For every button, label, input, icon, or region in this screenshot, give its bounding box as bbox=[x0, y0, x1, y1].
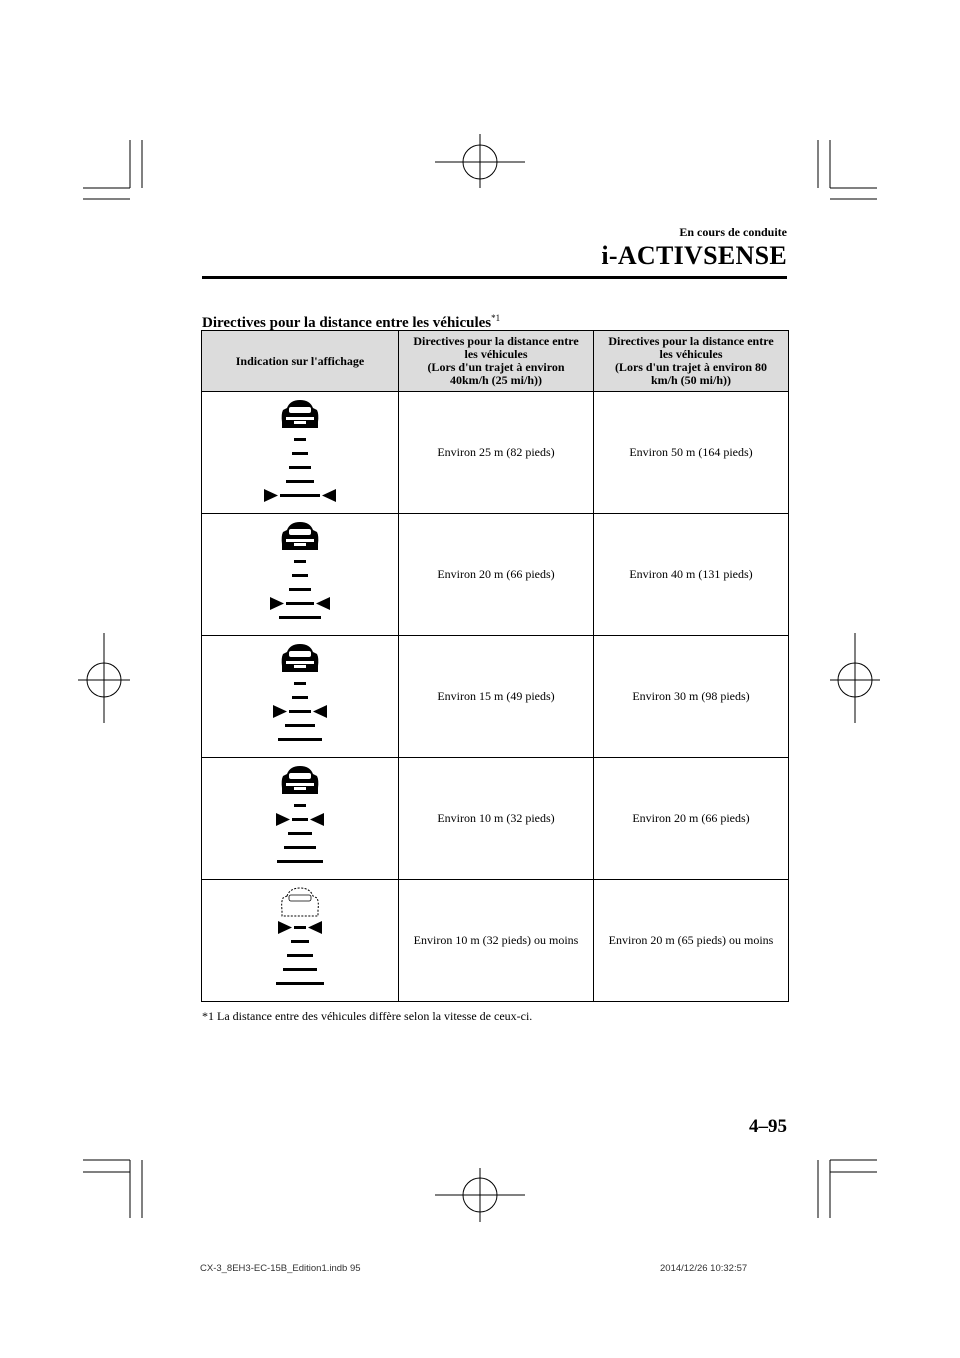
distance-40kmh: Environ 20 m (66 pieds) bbox=[399, 514, 594, 636]
left-marker-arrow bbox=[270, 597, 284, 610]
distance-bar bbox=[285, 724, 315, 727]
distance-bar bbox=[294, 682, 306, 685]
col2-line1: Directives pour la distance entre bbox=[413, 334, 579, 348]
running-header-chapter: i-ACTIVSENSE bbox=[601, 241, 787, 270]
distance-80kmh: Environ 40 m (131 pieds) bbox=[594, 514, 789, 636]
distance-guideline-table bbox=[201, 330, 789, 1002]
footnote: *1 La distance entre des véhicules diffère selon la vitesse de ceux-ci. bbox=[202, 1009, 533, 1023]
distance-bars-icon bbox=[245, 764, 355, 874]
car-icon bbox=[282, 522, 319, 550]
distance-bar bbox=[289, 588, 311, 591]
col-header-40kmh bbox=[399, 331, 594, 392]
distance-bars-icon bbox=[245, 398, 355, 508]
imprint-timestamp: 2014/12/26 10:32:57 bbox=[660, 1263, 748, 1274]
title-footnote-ref: *1 bbox=[491, 313, 501, 323]
distance-bar bbox=[292, 452, 308, 455]
page-number: 4–95 bbox=[749, 1116, 787, 1137]
table-row bbox=[202, 514, 789, 636]
left-marker-arrow bbox=[273, 705, 287, 718]
distance-bar bbox=[291, 940, 309, 943]
distance-40kmh: Environ 10 m (32 pieds) ou moins bbox=[399, 880, 594, 1002]
car-icon bbox=[282, 888, 319, 916]
distance-bar bbox=[289, 710, 311, 713]
distance-indicator-level-2 bbox=[202, 758, 399, 880]
distance-bar bbox=[292, 574, 308, 577]
col2-line2: les véhicules bbox=[464, 347, 528, 361]
right-marker-arrow bbox=[316, 597, 330, 610]
distance-bar bbox=[286, 480, 314, 483]
distance-bar bbox=[278, 738, 322, 741]
left-marker-arrow bbox=[276, 813, 290, 826]
col3-line3: (Lors d'un trajet à environ 80 bbox=[614, 360, 768, 374]
distance-bar bbox=[288, 832, 312, 835]
distance-bar bbox=[286, 602, 314, 605]
col3-line4: km/h (50 mi/h)) bbox=[650, 373, 731, 387]
left-marker-arrow bbox=[278, 921, 292, 934]
table-row bbox=[202, 758, 789, 880]
col3-line2: les véhicules bbox=[659, 347, 723, 361]
distance-bar bbox=[292, 818, 308, 821]
col3-line1: Directives pour la distance entre bbox=[608, 334, 774, 348]
distance-bar bbox=[280, 494, 320, 497]
col-header-display: Indication sur l'affichage bbox=[202, 331, 399, 392]
distance-40kmh: Environ 10 m (32 pieds) bbox=[399, 758, 594, 880]
left-marker-arrow bbox=[264, 489, 278, 502]
distance-bar bbox=[294, 804, 306, 807]
right-marker-arrow bbox=[322, 489, 336, 502]
car-icon bbox=[282, 644, 319, 672]
table-row bbox=[202, 880, 789, 1002]
distance-bar bbox=[279, 616, 321, 619]
right-marker-arrow bbox=[308, 921, 322, 934]
distance-bar bbox=[287, 954, 313, 957]
distance-80kmh: Environ 30 m (98 pieds) bbox=[594, 636, 789, 758]
table-row bbox=[202, 636, 789, 758]
distance-bar bbox=[283, 968, 317, 971]
distance-bar bbox=[289, 466, 311, 469]
distance-bars-icon bbox=[245, 642, 355, 752]
distance-80kmh: Environ 50 m (164 pieds) bbox=[594, 392, 789, 514]
right-marker-arrow bbox=[313, 705, 327, 718]
distance-80kmh: Environ 20 m (66 pieds) bbox=[594, 758, 789, 880]
distance-bar bbox=[277, 860, 323, 863]
car-icon bbox=[282, 766, 319, 794]
running-header-section: En cours de conduite bbox=[679, 225, 787, 239]
distance-indicator-level-5 bbox=[202, 392, 399, 514]
col-header-80kmh bbox=[594, 331, 789, 392]
col2-line4: 40km/h (25 mi/h)) bbox=[449, 373, 542, 387]
distance-indicator-level-1 bbox=[202, 880, 399, 1002]
distance-bar bbox=[292, 696, 308, 699]
car-icon bbox=[282, 400, 319, 428]
distance-bar bbox=[284, 846, 316, 849]
table-header-row bbox=[202, 331, 789, 392]
distance-bars-icon bbox=[245, 520, 355, 630]
section-title-text: Directives pour la distance entre les véhicules bbox=[202, 315, 492, 331]
table-row bbox=[202, 392, 789, 514]
distance-bar bbox=[294, 926, 306, 929]
col2-line3: (Lors d'un trajet à environ bbox=[427, 360, 565, 374]
distance-bar bbox=[294, 438, 306, 441]
right-marker-arrow bbox=[310, 813, 324, 826]
imprint-file: CX-3_8EH3-EC-15B_Edition1.indb 95 bbox=[200, 1263, 361, 1274]
distance-indicator-level-3 bbox=[202, 636, 399, 758]
distance-bars-icon bbox=[245, 886, 355, 996]
distance-40kmh: Environ 25 m (82 pieds) bbox=[399, 392, 594, 514]
distance-bar bbox=[294, 560, 306, 563]
distance-bar bbox=[276, 982, 324, 985]
distance-indicator-level-4 bbox=[202, 514, 399, 636]
header-rule bbox=[202, 276, 787, 279]
distance-80kmh: Environ 20 m (65 pieds) ou moins bbox=[594, 880, 789, 1002]
distance-40kmh: Environ 15 m (49 pieds) bbox=[399, 636, 594, 758]
